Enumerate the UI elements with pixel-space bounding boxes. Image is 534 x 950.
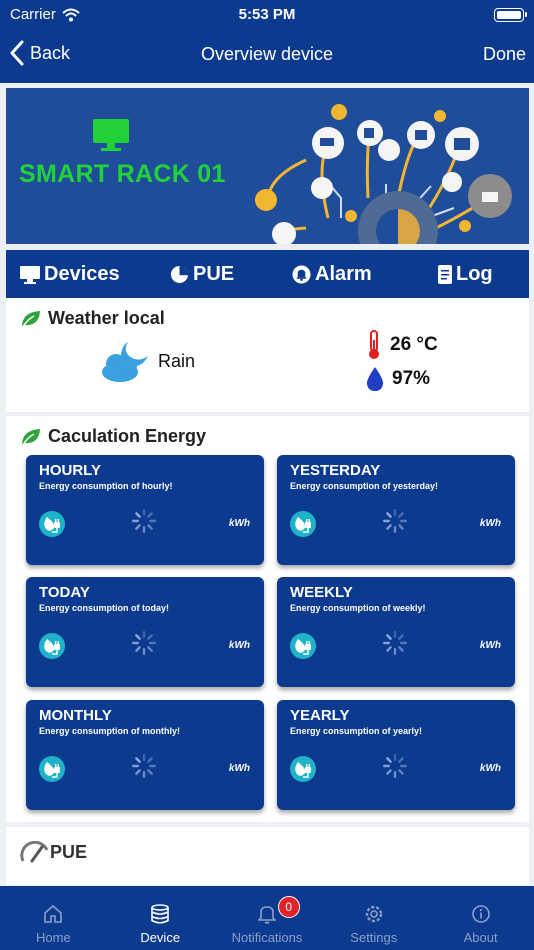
- energy-card-subtitle: Energy consumption of weekly!: [290, 603, 426, 613]
- energy-card-yesterday[interactable]: [277, 455, 515, 565]
- bottom-tab-device[interactable]: [107, 886, 214, 950]
- energy-plug-icon: [289, 510, 317, 543]
- tab-pue-label: PUE: [193, 263, 235, 285]
- energy-plug-icon: [289, 632, 317, 665]
- energy-title: Caculation Energy: [48, 426, 207, 446]
- carrier-label: Carrier: [10, 6, 56, 23]
- loading-spinner-icon: [130, 507, 158, 540]
- energy-plug-icon: [289, 755, 317, 788]
- energy-unit: kWh: [228, 518, 250, 529]
- device-name: SMART RACK 01: [19, 160, 226, 188]
- energy-card-yearly[interactable]: [277, 700, 515, 810]
- energy-card-today[interactable]: [26, 577, 264, 687]
- energy-card-title: YESTERDAY: [290, 462, 381, 479]
- bottom-tab-notifications[interactable]: [214, 886, 321, 950]
- water-drop-icon: [366, 366, 384, 392]
- battery-icon: [494, 8, 524, 22]
- weather-title: Weather local: [48, 308, 165, 328]
- status-bar: [0, 0, 534, 30]
- gear-icon: [364, 904, 384, 924]
- energy-card-title: YEARLY: [290, 707, 350, 724]
- energy-card-subtitle: Energy consumption of today!: [39, 603, 170, 613]
- notification-badge: 0: [278, 896, 300, 918]
- energy-card-subtitle: Energy consumption of yearly!: [290, 726, 423, 736]
- energy-plug-icon: [38, 755, 66, 788]
- device-banner: [6, 88, 529, 244]
- loading-spinner-icon: [130, 629, 158, 662]
- energy-card-hourly[interactable]: [26, 455, 264, 565]
- energy-plug-icon: [38, 632, 66, 665]
- bottom-tab-home[interactable]: [0, 886, 107, 950]
- pue-panel: [6, 827, 529, 885]
- home-icon: [43, 904, 63, 924]
- energy-unit: kWh: [479, 518, 501, 529]
- done-button[interactable]: Done: [482, 44, 526, 64]
- monitor-icon: [92, 118, 130, 152]
- tab-bar: [6, 250, 529, 298]
- page-title: Overview device: [200, 44, 334, 64]
- energy-card-title: TODAY: [39, 584, 90, 601]
- bottom-tab-about-label: About: [463, 930, 498, 945]
- loading-spinner-icon: [381, 507, 409, 540]
- energy-card-title: WEEKLY: [290, 584, 353, 601]
- tab-log[interactable]: [438, 263, 493, 286]
- tab-alarm[interactable]: [292, 263, 372, 286]
- tab-devices-label: Devices: [44, 263, 120, 285]
- bottom-tab-bar: [0, 886, 534, 950]
- info-icon: [471, 904, 491, 924]
- energy-card-subtitle: Energy consumption of monthly!: [39, 726, 180, 736]
- leaf-icon: [20, 309, 42, 329]
- clock: 5:53 PM: [238, 6, 296, 23]
- energy-card-subtitle: Energy consumption of hourly!: [39, 481, 173, 491]
- temperature-value: 26 °C: [390, 334, 438, 355]
- tab-pue[interactable]: [170, 263, 234, 286]
- weather-condition: Rain: [158, 350, 196, 371]
- thermometer-icon: [366, 330, 382, 360]
- gauge-icon: [20, 841, 50, 863]
- bottom-tab-device-label: Device: [140, 930, 181, 945]
- energy-unit: kWh: [479, 640, 501, 651]
- energy-card-title: HOURLY: [39, 462, 101, 479]
- energy-unit: kWh: [228, 640, 250, 651]
- energy-unit: kWh: [479, 763, 501, 774]
- loading-spinner-icon: [130, 752, 158, 785]
- bell-icon: [258, 904, 276, 924]
- loading-spinner-icon: [381, 752, 409, 785]
- energy-card-monthly[interactable]: [26, 700, 264, 810]
- bell-icon: [292, 265, 311, 284]
- humidity-value: 97%: [392, 368, 431, 389]
- bottom-tab-settings-label: Settings: [350, 930, 398, 945]
- pue-title: PUE: [50, 841, 88, 862]
- bottom-tab-about[interactable]: [427, 886, 534, 950]
- weather-panel: [6, 298, 529, 412]
- energy-plug-icon: [38, 510, 66, 543]
- loading-spinner-icon: [381, 629, 409, 662]
- pie-icon: [170, 265, 189, 284]
- energy-card-weekly[interactable]: [277, 577, 515, 687]
- tab-alarm-label: Alarm: [315, 263, 372, 285]
- back-label: Back: [30, 42, 71, 63]
- tab-log-label: Log: [456, 263, 493, 285]
- bottom-tab-notifications-label: Notifications: [231, 930, 303, 945]
- database-icon: [151, 904, 169, 924]
- energy-card-title: MONTHLY: [39, 707, 112, 724]
- energy-card-subtitle: Energy consumption of yesterday!: [290, 481, 439, 491]
- navigation-bar: [0, 36, 534, 72]
- bottom-tab-settings[interactable]: [320, 886, 427, 950]
- leaf-icon: [20, 427, 42, 447]
- energy-unit: kWh: [228, 763, 250, 774]
- tab-devices[interactable]: [20, 263, 120, 286]
- document-icon: [438, 265, 452, 284]
- top-bar: [0, 0, 534, 83]
- monitor-icon: [20, 266, 40, 284]
- bottom-tab-home-label: Home: [36, 930, 71, 945]
- cloud-moon-icon: [98, 338, 152, 384]
